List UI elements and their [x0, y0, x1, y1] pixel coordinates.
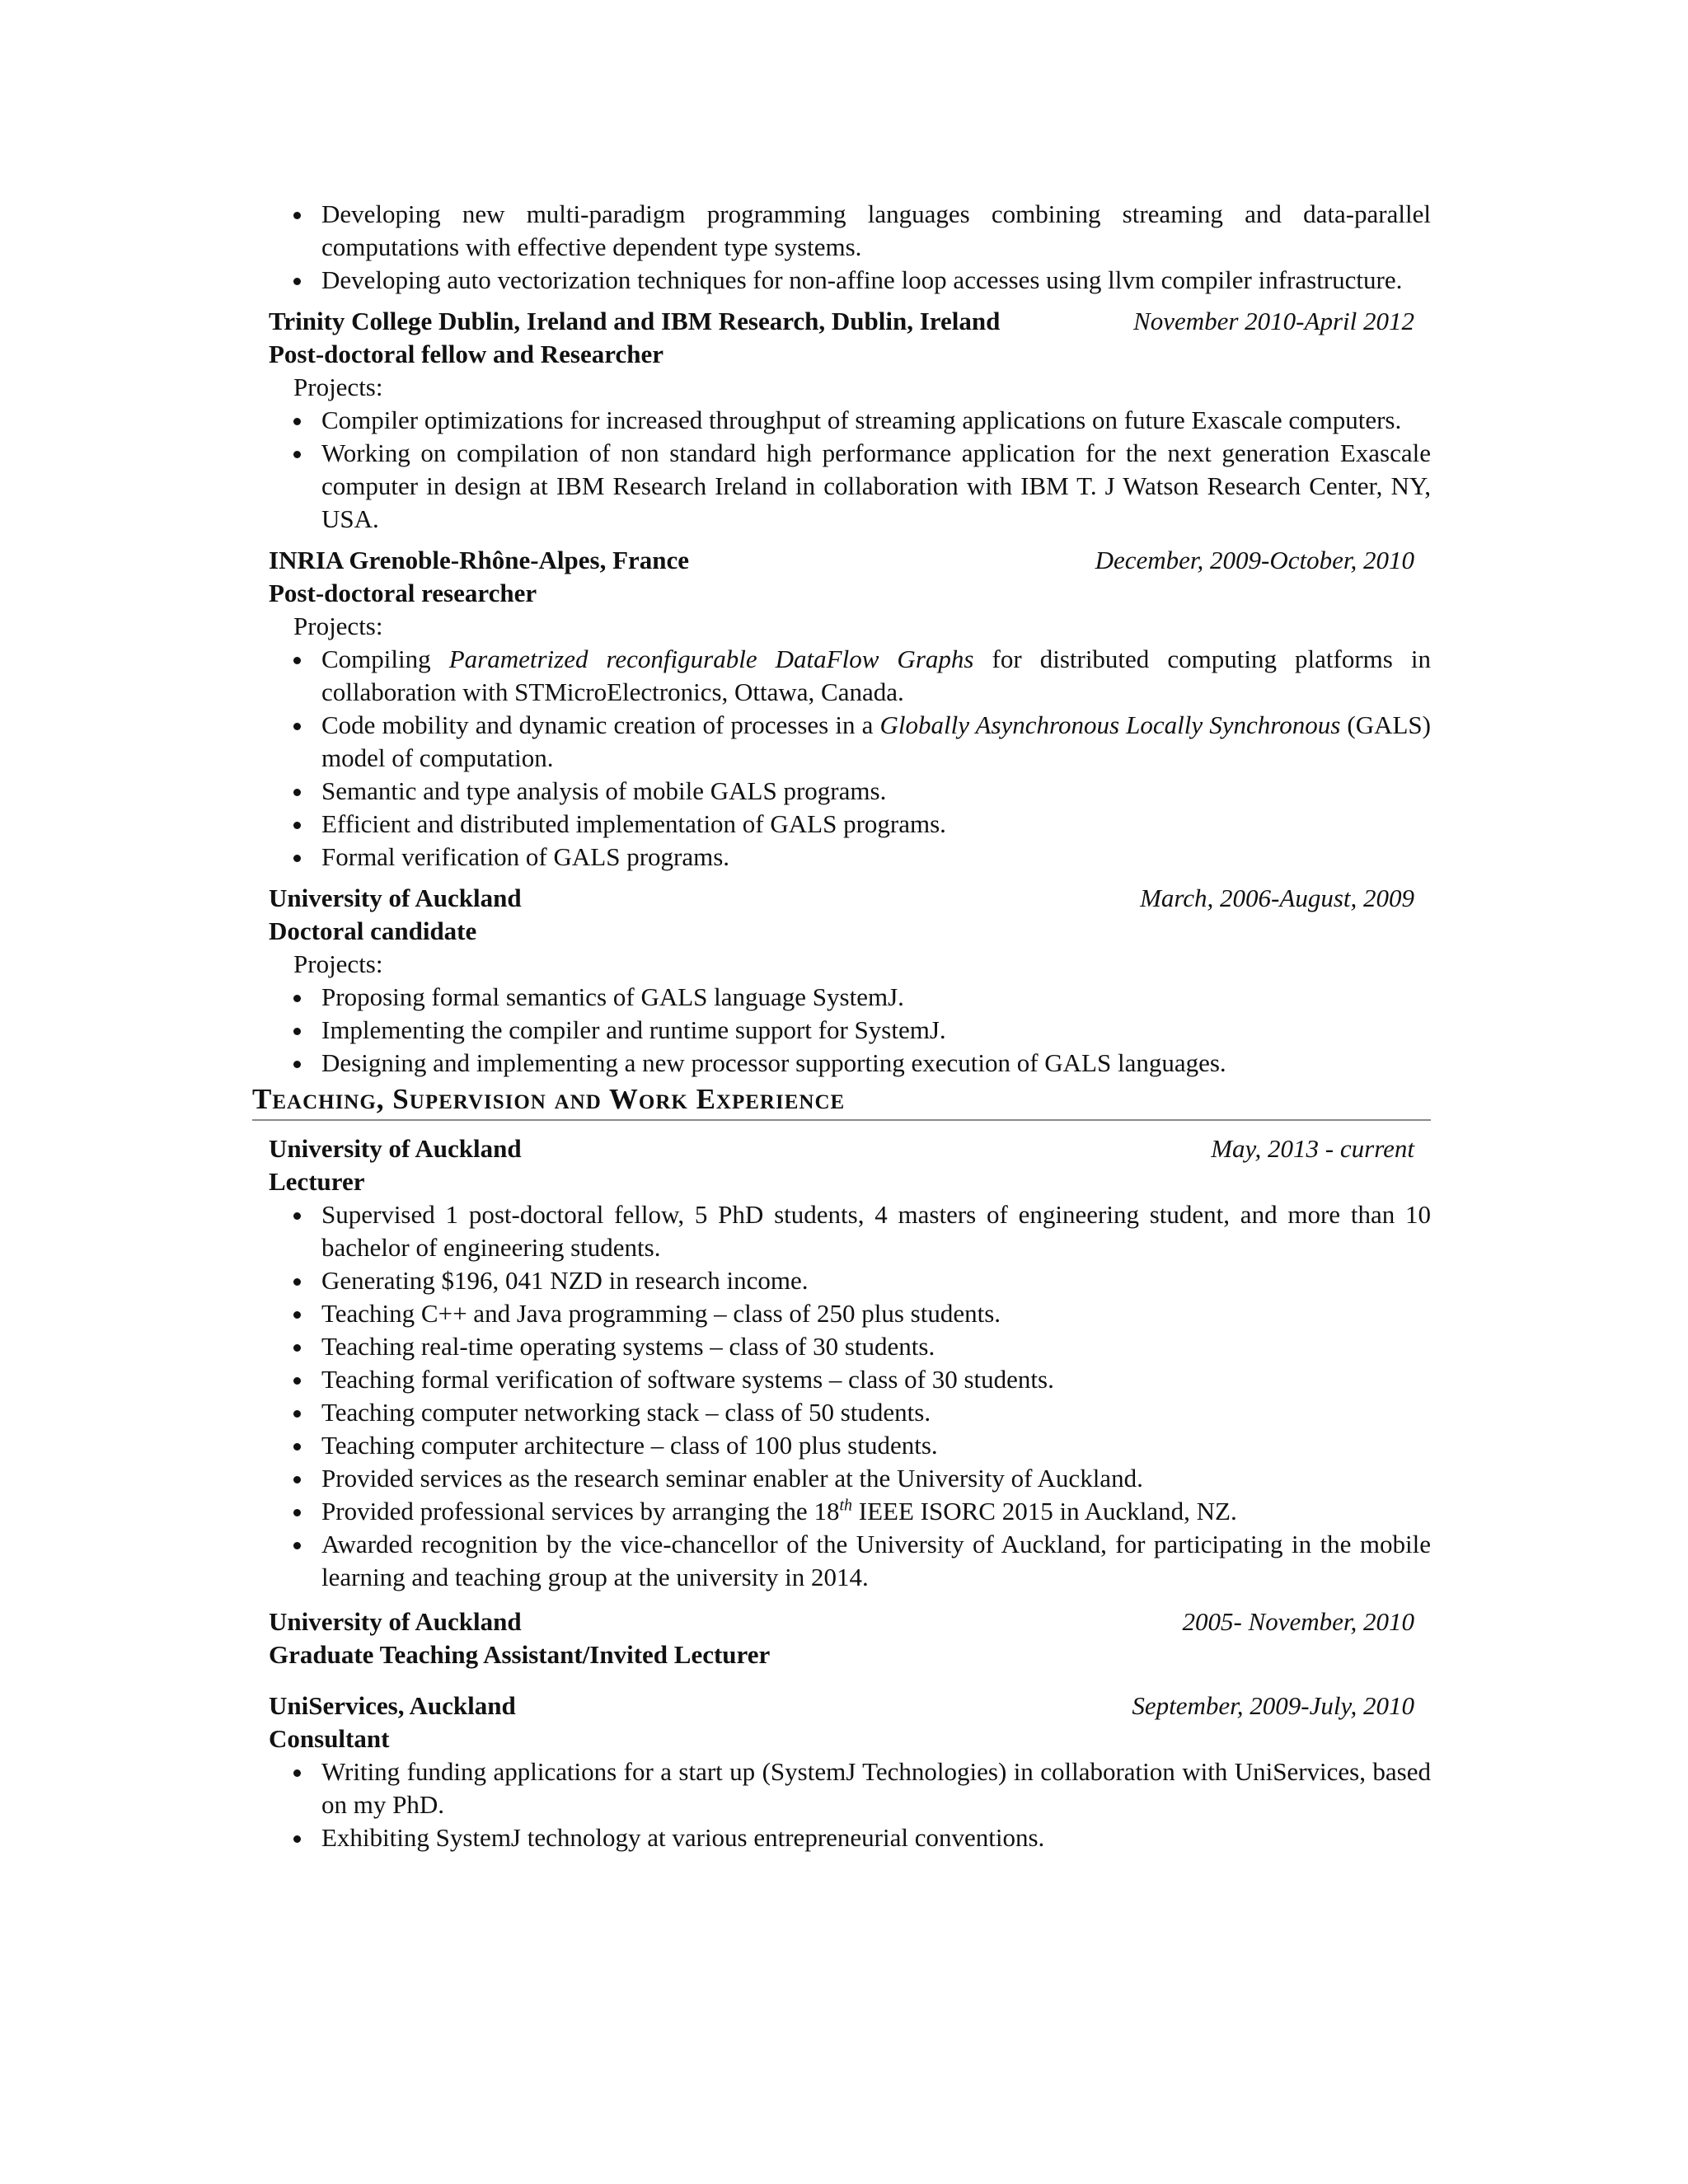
list-item: Exhibiting SystemJ technology at various entrepreneurial conventions. — [269, 1821, 1431, 1854]
entry-uniservices — [269, 1690, 1431, 1854]
projects-label: Projects: — [293, 373, 383, 401]
list-item: Teaching computer architecture – class of 100 plus students. — [269, 1429, 1431, 1462]
list-item: Compiler optimizations for increased throughput of streaming applications on future Exascale computers. — [269, 404, 1431, 437]
list-item: Teaching formal verification of software systems – class of 30 students. — [269, 1363, 1431, 1396]
list-item: Provided services as the research seminar enabler at the University of Auckland. — [269, 1462, 1431, 1495]
entry-auckland-gta — [269, 1605, 1431, 1671]
text-segment: Provided professional services by arranging the 18 — [321, 1497, 840, 1526]
duties-list — [269, 1198, 1431, 1594]
duties-list — [269, 1755, 1431, 1854]
entry-organization: UniServices, Auckland — [269, 1691, 516, 1720]
list-item: Supervised 1 post-doctoral fellow, 5 PhD students, 4 masters of engineering student, and more than 10 bachelor of engineering students. — [269, 1198, 1431, 1264]
list-item: Teaching real-time operating systems – class of 30 students. — [269, 1330, 1431, 1363]
entry-dates: September, 2009-July, 2010 — [1132, 1691, 1414, 1720]
entry-role: Graduate Teaching Assistant/Invited Lecturer — [269, 1640, 771, 1669]
entry-organization: University of Auckland — [269, 1607, 522, 1636]
cv-content — [252, 198, 1431, 1854]
entry-organization: INRIA Grenoble-Rhône-Alpes, France — [269, 546, 690, 574]
section-heading: Teaching, Supervision and Work Experience — [252, 1081, 1431, 1121]
text-segment: Compiling — [321, 644, 449, 673]
list-item: Teaching C++ and Java programming – class of 250 plus students. — [269, 1297, 1431, 1330]
text-segment: IEEE ISORC 2015 in Auckland, NZ. — [852, 1497, 1237, 1526]
entry-organization: University of Auckland — [269, 883, 522, 912]
list-item — [269, 643, 1431, 709]
entry-organization: Trinity College Dublin, Ireland and IBM Research, Dublin, Ireland — [269, 307, 1001, 335]
entry-role: Post-doctoral fellow and Researcher — [269, 340, 663, 368]
project-list — [269, 981, 1431, 1080]
entry-header — [269, 1690, 1431, 1722]
entry-header — [269, 882, 1431, 915]
text-segment: (GALS) model of computation. — [321, 710, 1431, 772]
list-item — [269, 709, 1431, 775]
project-list — [269, 404, 1431, 536]
text-segment: NZD in research income. — [543, 1266, 809, 1295]
entry-header — [269, 1605, 1431, 1638]
list-item: Teaching computer networking stack – class of 50 students. — [269, 1396, 1431, 1429]
continued-project-list — [269, 198, 1431, 297]
entry-header — [269, 1132, 1431, 1165]
list-item: Formal verification of GALS programs. — [269, 841, 1431, 874]
projects-label: Projects: — [293, 949, 383, 978]
list-item: Designing and implementing a new processor supporting execution of GALS languages. — [269, 1047, 1431, 1080]
list-item: Awarded recognition by the vice-chancellor of the University of Auckland, for participating in the mobile learning and teaching group at the university in 2014. — [269, 1528, 1431, 1594]
list-item: Developing new multi-paradigm programming languages combining streaming and data-parallel computations with effective dependent type systems. — [269, 198, 1431, 264]
project-list — [269, 643, 1431, 874]
entry-role: Consultant — [269, 1724, 390, 1753]
list-item — [269, 1264, 1431, 1297]
list-item — [269, 1495, 1431, 1528]
entry-role: Lecturer — [269, 1167, 365, 1196]
entry-dates: March, 2006-August, 2009 — [1140, 883, 1414, 912]
entry-role: Doctoral candidate — [269, 916, 477, 945]
entry-dates: May, 2013 - current — [1211, 1134, 1414, 1163]
text-segment: for distributed computing platforms in collaboration with STMicroElectronics, Ottawa, Canada. — [321, 644, 1431, 706]
entry-trinity-ibm — [269, 305, 1431, 536]
projects-label: Projects: — [293, 612, 383, 640]
entry-dates: December, 2009-October, 2010 — [1095, 546, 1414, 574]
income-amount: 196, 041 — [453, 1266, 544, 1295]
emphasis-text: Globally Asynchronous Locally Synchronous — [879, 710, 1341, 739]
entry-auckland-lecturer — [269, 1132, 1431, 1594]
list-item: Efficient and distributed implementation of GALS programs. — [269, 808, 1431, 841]
list-item: Semantic and type analysis of mobile GALS programs. — [269, 775, 1431, 808]
list-item: Working on compilation of non standard high performance application for the next generation Exascale computer in design at IBM Research Ireland in collaboration with IBM T. J Watson Research Center, NY, USA. — [269, 437, 1431, 536]
emphasis-text: Parametrized reconfigurable DataFlow Graphs — [448, 644, 974, 673]
list-item: Proposing formal semantics of GALS language SystemJ. — [269, 981, 1431, 1014]
entry-inria — [269, 544, 1431, 874]
entry-auckland-doctoral — [269, 882, 1431, 1080]
ordinal-suffix: th — [839, 1496, 853, 1515]
list-item: Writing funding applications for a start up (SystemJ Technologies) in collaboration with UniServices, based on my PhD. — [269, 1755, 1431, 1821]
entry-role: Post-doctoral researcher — [269, 579, 537, 607]
list-item: Implementing the compiler and runtime support for SystemJ. — [269, 1014, 1431, 1047]
entry-organization: University of Auckland — [269, 1134, 522, 1163]
text-segment: Code mobility and dynamic creation of processes in a — [321, 710, 880, 739]
entry-header — [269, 544, 1431, 577]
entry-dates: 2005- November, 2010 — [1182, 1607, 1414, 1636]
list-item: Developing auto vectorization techniques for non-affine loop accesses using llvm compiler infrastructure. — [269, 264, 1431, 297]
entry-dates: November 2010-April 2012 — [1133, 307, 1414, 335]
text-segment: Generating $ — [321, 1266, 454, 1295]
entry-header — [269, 305, 1431, 338]
